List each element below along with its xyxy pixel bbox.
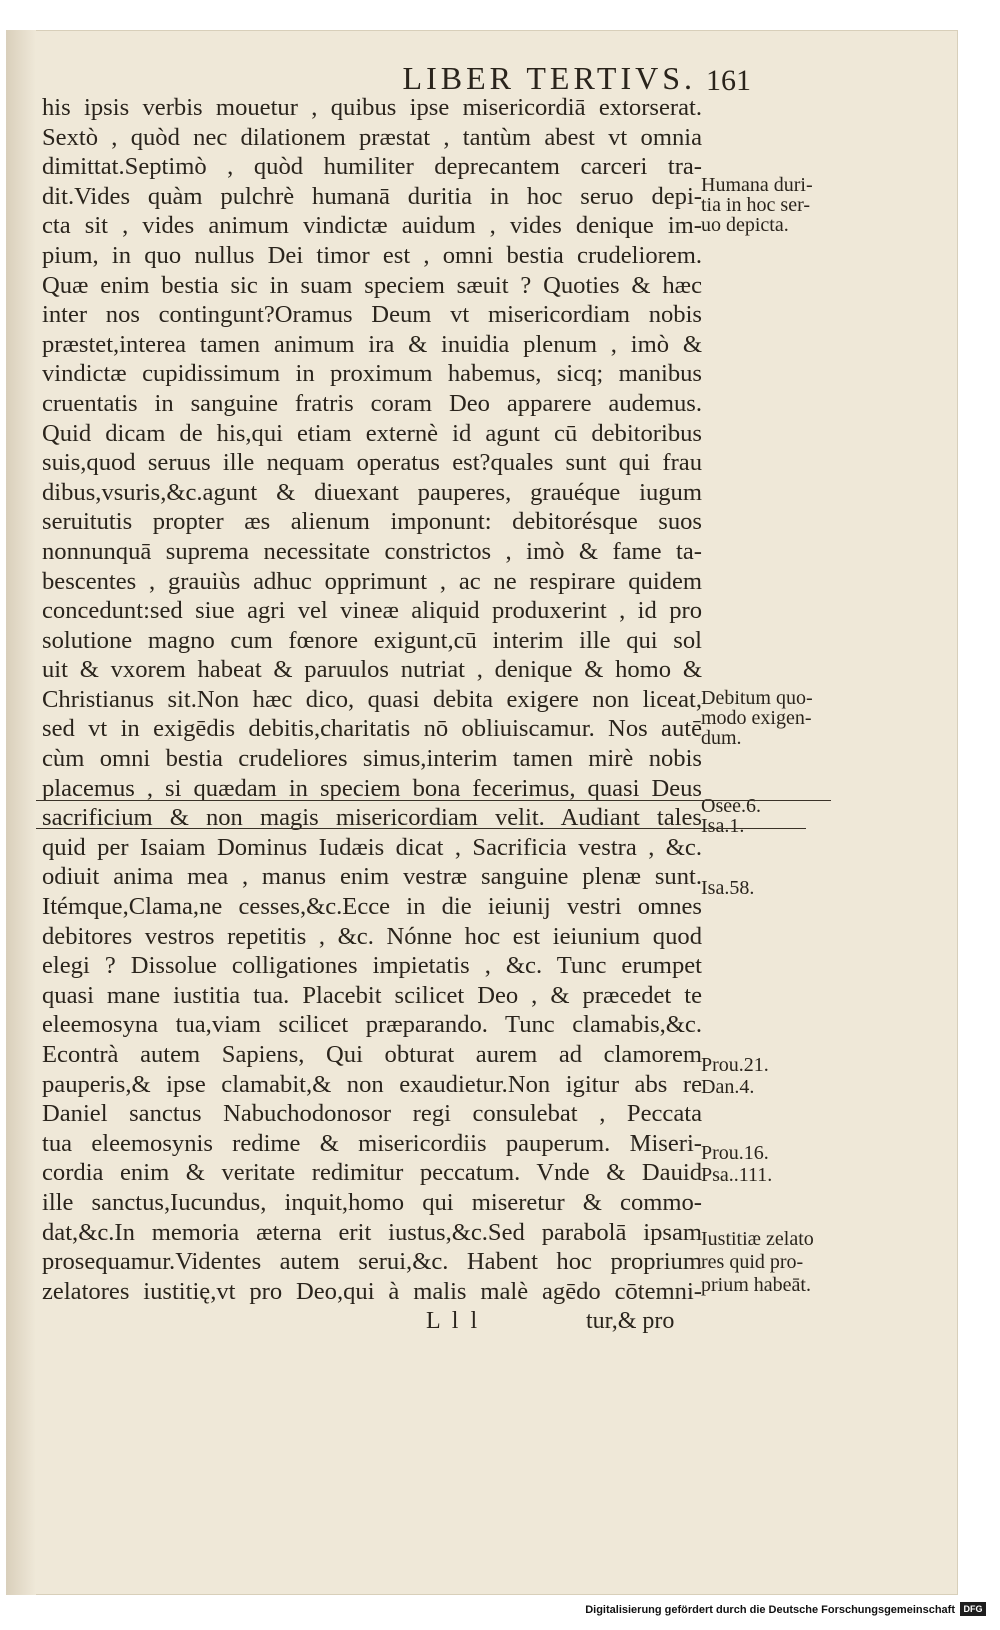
text-line: elegi ? Dissolue colligationes impietatis , &c. Tunc erumpet [42, 952, 702, 980]
hand-underline-2 [36, 828, 806, 829]
text-line: zelatores iustitię,vt pro Deo,qui à malis malè agēdo cōtemni- [42, 1277, 702, 1305]
text-line: cùm omni bestia crudeliores simus,interim tamen mirè nobis [42, 745, 702, 773]
margin-note [701, 878, 861, 898]
text-line: concedunt:sed siue agri vel vineæ aliquid produxerint , id pro [42, 597, 702, 625]
text-line: dit.Vides quàm pulchrè humanā duritia in hoc seruo depi- [42, 182, 702, 210]
text-line: pauperis,& ipse clamabit,& non exaudietur.Non igitur abs re [42, 1070, 702, 1098]
margin-note [701, 1228, 861, 1297]
text-line: dat,&c.In memoria æterna erit iustus,&c.Sed parabolā ipsam [42, 1218, 702, 1246]
text-line: Sextò , quòd nec dilationem præstat , tantùm abest vt omnia [42, 123, 702, 151]
text-line: tua eleemosynis redime & misericordiis pauperum. Miseri- [42, 1129, 702, 1157]
margin-note-line: modo exigen- [701, 707, 812, 729]
digitization-footer [0, 1598, 1000, 1620]
text-line: prosequamur.Videntes autem serui,&c. Habent hoc proprium [42, 1248, 702, 1276]
text-line: sed vt in exigēdis debitis,charitatis nō obliuiscamur. Nos autē [42, 715, 702, 743]
text-line: Econtrà autem Sapiens, Qui obturat aurem ad clamorem [42, 1041, 702, 1068]
margin-note [701, 688, 861, 748]
text-line: præstet,interea tamen animum ira & inuidia plenum , imò & [42, 330, 702, 358]
text-line: Quid dicam de his,qui etiam externè id agunt cū debitoribus [42, 419, 702, 447]
text-line: cta sit , vides animum vindictæ auidum , vides denique im- [42, 212, 702, 240]
text-line: seruitutis propter æs alienum imponunt: debitorésque suos [42, 508, 702, 536]
text-line: dimittat.Septimò , quòd humiliter deprecantem carceri tra- [42, 153, 702, 181]
main-text-block [42, 93, 702, 1306]
margin-note [701, 1054, 861, 1098]
margin-note [701, 796, 861, 836]
digitization-credit: Digitalisierung gefördert durch die Deutsche Forschungsgemeinschaft [585, 1604, 955, 1616]
text-line: quid per Isaiam Dominus Iudæis dicat , Sacrificia vestra , &c. [42, 833, 702, 861]
text-line: Itémque,Clama,ne cesses,&c.Ecce in die ieiunij vestri omnes [42, 893, 702, 921]
text-line: eleemosyna tua,viam scilicet præparando. Tunc clamabis,&c. [42, 1011, 702, 1039]
margin-note-line: Prou.21. [701, 1054, 769, 1076]
page-number: 161 [706, 64, 751, 97]
page-gutter-shadow [6, 30, 36, 1595]
text-line: Daniel sanctus Nabuchodonosor regi consulebat , Peccata [42, 1100, 702, 1128]
text-line: Quæ enim bestia sic in suam speciem sæuit ? Quoties & hæc [42, 271, 702, 299]
text-line: suis,quod seruus ille nequam operatus est?quales sunt qui frau [42, 449, 702, 477]
text-line: vindictæ cupidissimum in proximum habemus, sicq; manibus [42, 360, 702, 388]
margin-note-line: Debitum quo- [701, 687, 813, 709]
margin-note-line: Prou.16. [701, 1142, 769, 1164]
text-line: bescentes , grauiùs adhuc opprimunt , ac ne respirare quidem [42, 567, 702, 595]
text-line: nonnunquā suprema necessitate constrictos , imò & fame ta- [42, 537, 702, 565]
hand-underline-1 [36, 800, 831, 801]
margin-note-line: Isa.58. [701, 877, 755, 899]
margin-note-line: uo depicta. [701, 214, 789, 236]
margin-note-line: Osee.6. [701, 795, 761, 817]
text-line: debitores vestros repetitis , &c. Nónne hoc est ieiunium quod [42, 922, 702, 950]
running-title: LIBER TERTIVS. [402, 60, 696, 96]
text-line: solutione magno cum fœnore exigunt,cū interim ille qui sol [42, 626, 702, 654]
margin-note-line: tia in hoc ser- [701, 194, 811, 216]
book-page [6, 30, 958, 1595]
margin-note-line: Isa.1. [701, 815, 745, 837]
dfg-logo: DFG [960, 1602, 986, 1616]
margin-note-line: Humana duri- [701, 174, 813, 196]
catchword: tur,& pro [586, 1308, 675, 1334]
text-line: placemus , si quædam in speciem bona fecerimus, quasi Deus [42, 774, 702, 802]
text-line: uit & vxorem habeat & paruulos nutriat , denique & homo & [42, 656, 702, 684]
text-line: Christianus sit.Non hæc dico, quasi debita exigere non liceat, [42, 685, 702, 713]
margin-note-line: dum. [701, 727, 742, 749]
text-line: quasi mane iustitia tua. Placebit scilicet Deo , & præcedet te [42, 981, 702, 1009]
text-line: his ipsis verbis mouetur , quibus ipse misericordiā extorserat. [42, 94, 702, 121]
text-line: ille sanctus,Iucundus, inquit,homo qui miseretur & commo- [42, 1188, 702, 1216]
margin-note-line: Psa..111. [701, 1164, 773, 1186]
text-line: dibus,vsuris,&c.agunt & diuexant pauperes, grauéque iugum [42, 478, 702, 506]
margin-note [701, 1142, 861, 1186]
signature-mark: L l l [426, 1308, 481, 1334]
text-line: cruentatis in sanguine fratris coram Deo apparere audemus. [42, 389, 702, 417]
text-line: pium, in quo nullus Dei timor est , omni bestia crudeliorem. [42, 241, 702, 269]
text-line: sacrificium & non magis misericordiam velit. Audiant tales [42, 804, 702, 832]
text-line: cordia enim & veritate redimitur peccatum. Vnde & Dauid [42, 1159, 702, 1187]
margin-note-line: Iustitiæ zelato [701, 1228, 814, 1250]
margin-note-line: Dan.4. [701, 1076, 755, 1098]
margin-note-line: prium habeāt. [701, 1274, 811, 1296]
margin-note-line: res quid pro- [701, 1251, 804, 1273]
text-line: inter nos contingunt?Oramus Deum vt misericordiam nobis [42, 301, 702, 329]
margin-note [701, 175, 861, 235]
text-line: odiuit anima mea , manus enim vestræ sanguine plenæ sunt. [42, 863, 702, 891]
